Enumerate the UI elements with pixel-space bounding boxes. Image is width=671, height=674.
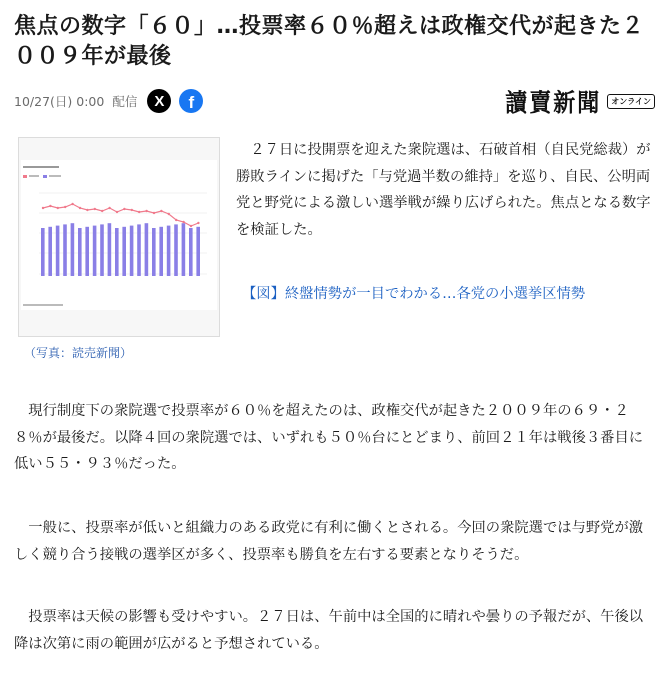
- publish-label: 配信: [112, 94, 138, 109]
- body-paragraph-3: 投票率は天候の影響も受けやすい。２７日は、午前中は全国的に晴れや曇りの予報だが、午後以降は次第に雨の範囲が広がると予想されている。: [14, 609, 644, 652]
- article-meta: [14, 87, 203, 115]
- facebook-share-glyph: f: [188, 93, 195, 112]
- x-share-glyph: X: [154, 92, 165, 110]
- article-title: 焦点の数字「６０」…投票率６０％超えは政権交代が起きた２００９年が最後: [14, 14, 645, 69]
- x-share-icon[interactable]: [147, 89, 171, 113]
- publisher-online-badge: オンライン: [607, 94, 655, 109]
- chart-thumbnail-icon: [19, 138, 219, 336]
- body-paragraph-1: 現行制度下の衆院選で投票率が６０％を超えたのは、政権交代が起きた２００９年の６９・２８％が最後だ。以降４回の衆院選では、いずれも５０％台にとどまり、前回２１年は戦後３番目に低い５５・９３％だった。: [14, 403, 644, 472]
- related-article-link[interactable]: 【図】終盤情勢が一目でわかる…各党の小選挙区情勢: [242, 286, 586, 302]
- publisher-logo: 讀賣新聞: [505, 88, 602, 118]
- figure-caption: （写真：読売新聞）: [24, 346, 133, 360]
- publisher-brand[interactable]: [505, 86, 655, 117]
- lead-paragraph: ２７日に投開票を迎えた衆院選は、石破首相（自民党総裁）が勝敗ラインに掲げた「与党過半数の維持」を巡り、自民、公明両党と野党による激しい選挙戦が繰り広げられた。焦点となる数字を検証した。: [236, 142, 651, 238]
- article-figure-thumbnail[interactable]: [18, 137, 220, 337]
- publish-date: 10/27(日) 0:00: [14, 94, 105, 109]
- facebook-share-icon[interactable]: [179, 89, 203, 113]
- body-paragraph-2: 一般に、投票率が低いと組織力のある政党に有利に働くとされる。今回の衆院選では与野党が激しく競り合う接戦の選挙区が多く、投票率も勝負を左右する要素となりそうだ。: [14, 520, 644, 563]
